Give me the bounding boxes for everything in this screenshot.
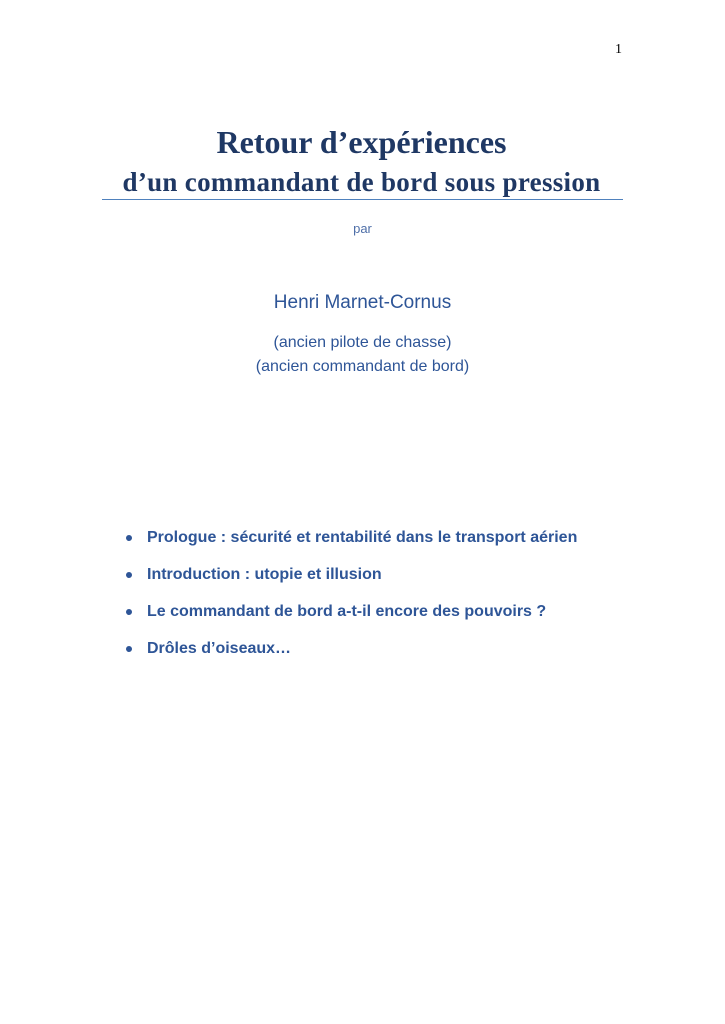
toc-item-commandant — [118, 593, 577, 630]
title-block — [100, 120, 623, 200]
toc-item-label: Introduction : utopie et illusion — [147, 565, 382, 583]
bullet-icon — [126, 572, 132, 578]
author-role: (ancien pilote de chasse) — [273, 334, 452, 351]
toc-item-prologue — [118, 519, 577, 556]
toc-item-label: Drôles d’oiseaux… — [147, 639, 292, 657]
table-of-contents — [118, 519, 577, 667]
author-roles — [0, 331, 725, 379]
toc-item-introduction — [118, 556, 577, 593]
bullet-icon — [126, 646, 132, 652]
document-subtitle: d’un commandant de bord sous pression — [122, 167, 601, 197]
toc-item-label: Prologue : sécurité et rentabilité dans le transport aérien — [147, 528, 578, 546]
bullet-icon — [126, 609, 132, 615]
page-number: 1 — [615, 42, 622, 57]
title-divider — [102, 199, 623, 200]
by-label: par — [353, 221, 372, 236]
author-name: Henri Marnet-Cornus — [273, 292, 452, 313]
toc-item-droles-oiseaux — [118, 630, 577, 667]
author-role: (ancien commandant de bord) — [255, 358, 470, 375]
bullet-icon — [126, 535, 132, 541]
document-title: Retour d’expériences — [216, 124, 507, 160]
toc-item-label: Le commandant de bord a-t-il encore des pouvoirs ? — [147, 602, 547, 620]
